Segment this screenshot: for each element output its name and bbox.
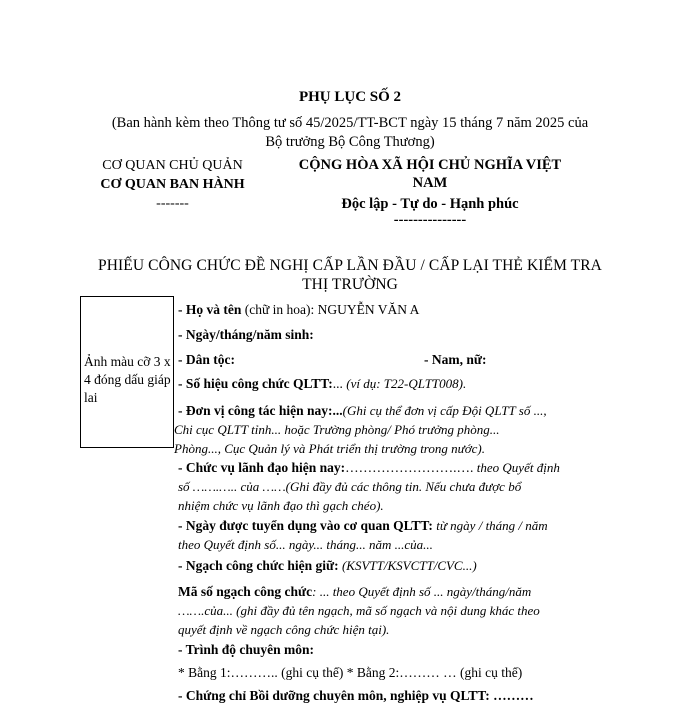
work-unit-label: - Đơn vị công tác hiện nay: [178, 403, 333, 418]
rank-hint: (KSVTT/KSVCTT/CVC...) [341, 558, 477, 573]
nation-line-1: CỘNG HÒA XÃ HỘI CHỦ NGHĨA VIỆT [298, 157, 562, 173]
field-ethnic-gender [178, 350, 608, 369]
work-unit-hint-2: Chi cục QLTT tỉnh... hoặc Trường phòng/ Phó trưởng phòng... [174, 422, 500, 437]
recruit-hint-2: theo Quyết định số... ngày... tháng... năm ...của... [178, 537, 433, 552]
position-hint-1: theo Quyết định [476, 460, 560, 475]
agency-dash: ------- [156, 196, 189, 211]
rank-code-text-2: …….của... (ghi đầy đủ tên ngạch, mã số ngạch và nội dung khác theo [178, 603, 540, 618]
recruit-label: - Ngày được tuyển dụng vào cơ quan QLTT: [178, 518, 437, 533]
field-recruit-date [178, 516, 608, 554]
photo-box: Ảnh màu cỡ 3 x 4 đóng dấu giáp lai [80, 296, 174, 448]
field-rank-code [178, 582, 608, 639]
national-header [280, 156, 580, 227]
officer-id-example: (ví dụ: T22-QLTT008). [346, 376, 467, 391]
field-rank [178, 556, 608, 575]
field-full-name [178, 300, 608, 319]
rank-label: - Ngạch công chức hiện giữ: [178, 558, 342, 573]
ethnic-label: - Dân tộc: [178, 352, 235, 367]
position-dots: …………………….…. [345, 460, 477, 475]
motto: Độc lập - Tự do - Hạnh phúc [341, 196, 519, 212]
officer-id-dots: ... [332, 376, 347, 391]
form-title [70, 256, 630, 294]
field-work-unit [174, 401, 608, 458]
full-name-value: NGUYỄN VĂN A [317, 302, 420, 317]
appendix-note-line-1: (Ban hành kèm theo Thông tư số 45/2025/TT-BCT ngày 15 tháng 7 năm 2025 của [111, 115, 589, 131]
rank-code-text-1: : ... theo Quyết định số ... ngày/tháng/năm [312, 584, 532, 599]
position-hint-3: nhiệm chức vụ lãnh đạo thì gạch chéo). [178, 498, 384, 513]
work-unit-hint-1: (Ghi cụ thể đơn vị cấp Đội QLTT số ..., [342, 403, 547, 418]
appendix-title: PHỤ LỤC SỐ 2 [298, 89, 402, 105]
field-officer-id [178, 374, 608, 393]
agency-issuer: CƠ QUAN BAN HÀNH [100, 177, 245, 192]
rank-code-label: Mã số ngạch công chức [178, 584, 313, 599]
full-name-hint: (chữ in hoa): [241, 302, 318, 317]
officer-id-label: - Số hiệu công chức QLTT: [178, 376, 333, 391]
nation-line-2: NAM [412, 175, 448, 191]
appendix-note [80, 114, 620, 152]
full-name-label: - Họ và tên [178, 302, 242, 317]
field-certificate: - Chứng chỉ Bồi dưỡng chuyên môn, nghiệp vụ QLTT: ……… [178, 688, 534, 703]
motto-dash: --------------- [393, 212, 467, 228]
agency-parent: CƠ QUAN CHỦ QUẢN [102, 158, 243, 173]
field-degrees: * Bằng 1:……….. (ghi cụ thể) * Bằng 2:……… … (ghi cụ thể) [178, 665, 523, 680]
position-hint-2: số …….….. của ……(Ghi đầy đủ các thông tin. Nếu chưa được bổ [178, 479, 522, 494]
appendix-note-line-2: Bộ trưởng Bộ Công Thương) [265, 134, 435, 150]
work-unit-dots: ... [332, 403, 343, 418]
rank-code-text-3: quyết định về ngạch công chức hiện tại). [178, 622, 390, 637]
agency-header [70, 156, 275, 213]
field-dob: - Ngày/tháng/năm sinh: [178, 327, 314, 342]
field-education: - Trình độ chuyên môn: [178, 642, 315, 657]
field-leader-position [178, 458, 608, 515]
form-title-line-1: PHIẾU CÔNG CHỨC ĐỀ NGHỊ CẤP LẦN ĐẦU / CẤP LẠI THẺ KIỂM TRA [98, 257, 602, 274]
recruit-hint-1: từ ngày / tháng / năm [436, 518, 548, 533]
gender-label: - Nam, nữ: [424, 352, 487, 367]
form-title-line-2: THỊ TRƯỜNG [302, 276, 398, 293]
position-label: - Chức vụ lãnh đạo hiện nay: [178, 460, 346, 475]
work-unit-hint-3: Phòng..., Cục Quản lý và Phát triển thị trường trong nước). [174, 441, 486, 456]
